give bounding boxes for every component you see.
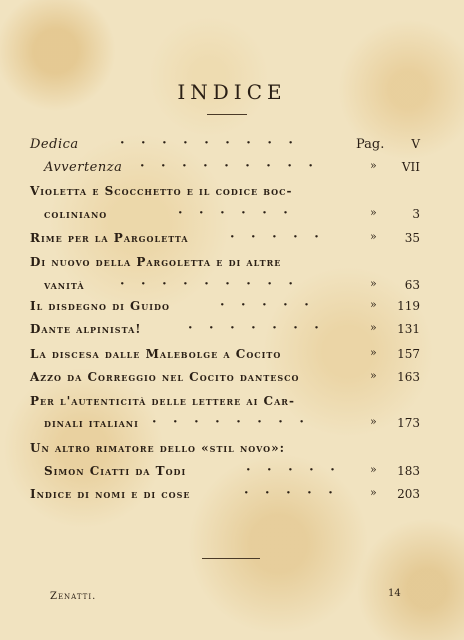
page-number: 35 <box>404 231 420 245</box>
toc-entry <box>0 137 464 157</box>
ditto-mark: » <box>370 206 377 219</box>
toc-entry-title: Per l'autenticità delle lettere ai Car- <box>30 394 295 408</box>
toc-entry <box>0 370 464 390</box>
page-number: 173 <box>397 416 420 430</box>
toc-entry-title: Indice di nomi e di cose <box>30 487 191 501</box>
toc-entry <box>0 278 464 298</box>
sheet-number: 14 <box>388 588 401 599</box>
toc-entry <box>0 231 464 251</box>
toc-entry <box>0 255 464 275</box>
dot-leader: · · · · · · · · · <box>120 136 299 151</box>
page-number: 203 <box>397 487 420 501</box>
toc-entry <box>0 160 464 180</box>
toc-entry-title: Dante alpinista! <box>30 322 142 336</box>
dot-leader: · · · · · · · · · <box>140 159 319 174</box>
dot-leader: · · · · · · <box>178 206 294 221</box>
title-rule <box>207 114 247 115</box>
page-number: 131 <box>397 322 420 336</box>
page-title: INDICE <box>177 80 287 104</box>
toc-entry <box>0 441 464 461</box>
toc-entry-title: Di nuovo della Pargoletta e di altre <box>30 255 282 269</box>
toc-entry <box>0 487 464 507</box>
toc-entry-title: Violetta e Scocchetto e il codice boc- <box>30 184 293 198</box>
toc-entry <box>0 394 464 414</box>
ditto-mark: » <box>370 369 377 382</box>
page-number: 163 <box>397 370 420 384</box>
toc-entry <box>0 299 464 319</box>
toc-entry-title: Dedica <box>30 137 79 152</box>
ditto-mark: » <box>370 415 377 428</box>
ditto-mark: » <box>370 159 377 172</box>
page-number: 183 <box>397 464 420 478</box>
toc-entry-title: Il disdegno di Guido <box>30 299 170 313</box>
signature-mark: Zenatti. <box>50 591 97 602</box>
dot-leader: · · · · · · · · <box>152 415 310 430</box>
dot-leader: · · · · · · · <box>188 321 325 336</box>
dot-leader: · · · · · <box>220 298 315 313</box>
page-number: 119 <box>397 299 420 313</box>
ditto-mark: » <box>370 277 377 290</box>
page-number: 157 <box>397 347 420 361</box>
ditto-mark: » <box>370 230 377 243</box>
dot-leader: · · · · · · · · · <box>120 277 299 292</box>
toc-entry-title: Simon Ciatti da Todi <box>44 464 187 478</box>
ditto-mark: » <box>370 346 377 359</box>
page-number: 63 <box>404 278 420 292</box>
toc-entry-title: coliniano <box>44 207 108 221</box>
ditto-mark: » <box>370 298 377 311</box>
ditto-mark: » <box>370 321 377 334</box>
pag-header: Pag. <box>356 137 385 152</box>
dot-leader: · · · · · <box>246 463 341 478</box>
ditto-mark: » <box>370 486 377 499</box>
toc-entry <box>0 464 464 484</box>
page-number: V <box>411 137 420 151</box>
toc-entry <box>0 347 464 367</box>
toc-entry <box>0 416 464 436</box>
toc-entry-title: La discesa dalle Malebolge a Cocito <box>30 347 282 361</box>
page-number: VII <box>401 160 420 174</box>
toc-entry-title: Un altro rimatore dello «stil novo»: <box>30 441 286 455</box>
toc-entry-title: Azzo da Correggio nel Cocito dantesco <box>30 370 300 384</box>
dot-leader: · · · · · <box>244 486 339 501</box>
ditto-mark: » <box>370 463 377 476</box>
toc-entry-title: vanità <box>44 278 85 292</box>
toc-entry-title: Rime per la Pargoletta <box>30 231 189 245</box>
toc-entry-title: dinali italiani <box>44 416 139 430</box>
toc-entry <box>0 322 464 342</box>
toc-entry <box>0 207 464 227</box>
page-number: 3 <box>412 207 420 221</box>
toc-entry <box>0 184 464 204</box>
dot-leader: · · · · · <box>230 230 325 245</box>
bottom-rule <box>202 558 260 559</box>
toc-entry-title: Avvertenza <box>44 160 123 175</box>
